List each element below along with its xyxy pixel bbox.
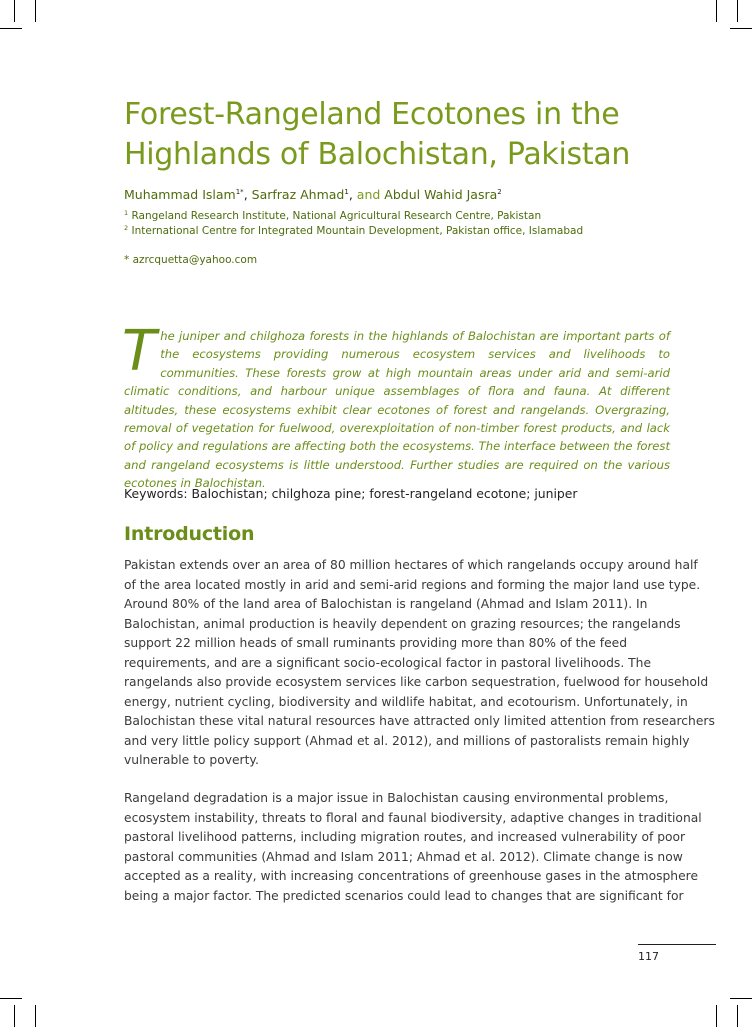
page-number: 117 (638, 950, 659, 963)
text-line: requirements, and are a significant socio-ecological factor in pastoral livelihoods. The (124, 655, 652, 670)
body-paragraph (124, 789, 702, 906)
corresponding-email: * azrcquetta@yahoo.com (124, 254, 258, 266)
body-paragraph (124, 556, 715, 771)
crop-mark (730, 28, 752, 29)
text-line: pastoral communities (Ahmad and Islam 2011; Ahmad et al. 2012). Climate change is now (124, 849, 683, 864)
footer-rule (638, 944, 716, 945)
affiliation-text: Rangeland Research Institute, National Agricultural Research Centre, Pakistan (131, 210, 542, 222)
text-line: being a major factor. The predicted scenarios could lead to changes that are significant for (124, 888, 684, 903)
abstract-text: he juniper and chilghoza forests in the highlands of Balochistan are important parts of the ecosystems providing numerous ecosystem services and livelihoods to communities. These forests grow at high mountain areas under arid and semi-arid climatic conditions, and harbour unique assemblages of flora and fauna. At different altitudes, these ecosystems exhibit clear ecotones of forest and rangelands. Overgrazing, removal of vegetation for fuelwood, overexploitation of non-timber forest products, and lack of policy and regulations are affecting both the ecosystems. The interface between the forest and rangeland ecosystems is little understood. Further studies are required on the various ecotones in Balochistan. (124, 329, 670, 491)
author-affil-marker: 1 (344, 188, 349, 196)
text-line: ecosystem instability, threats to floral and faunal biodiversity, adaptive changes in traditional (124, 810, 702, 825)
crop-mark (0, 998, 22, 999)
author-affil-marker: 1* (235, 188, 244, 196)
affiliation (124, 224, 583, 237)
drop-cap: T (122, 319, 157, 384)
affiliation-text: International Centre for Integrated Mountain Development, Pakistan office, Islamabad (131, 225, 584, 237)
text-line: accepted as a reality, with increasing concentrations of greenhouse gases in the atmosphere (124, 869, 699, 883)
text-line: Around 80% of the land area of Balochistan is rangeland (Ahmad and Islam 2011). In (124, 597, 648, 611)
text-line: support 22 million heads of small ruminants providing more than 80% of the feed (124, 636, 628, 650)
text-line: Rangeland degradation is a major issue in Balochistan causing environmental problems, (124, 791, 669, 805)
text-line: of the area located mostly in arid and semi-arid regions and forming the major land use type. (124, 577, 701, 592)
title-line-2: Highlands of Balochistan, Pakistan (124, 137, 631, 172)
keywords-label: Keywords: (124, 486, 188, 501)
author-name: Sarfraz Ahmad (251, 187, 345, 202)
crop-mark (737, 1005, 738, 1027)
section-heading: Introduction (124, 523, 255, 545)
keywords (124, 486, 578, 501)
abstract (122, 319, 670, 493)
title-line-1: Forest-Rangeland Ecotones in the (124, 97, 620, 132)
crop-mark (716, 1005, 717, 1027)
author-separator: , (348, 187, 357, 202)
paper-title (124, 95, 684, 175)
crop-mark (35, 0, 36, 22)
crop-mark (14, 1005, 15, 1027)
crop-mark (35, 1005, 36, 1027)
crop-mark (730, 998, 752, 999)
crop-mark (0, 28, 22, 29)
affiliation-number: 2 (124, 224, 129, 232)
text-line: and very little policy support (Ahmad et al. 2012), and millions of pastoralists remain highly (124, 733, 690, 748)
crop-mark (716, 0, 717, 22)
text-line: Pakistan extends over an area of 80 million hectares of which rangelands occupy around half (124, 558, 698, 572)
author-affil-marker: 2 (497, 188, 502, 196)
text-line: pastoral livelihood patterns, including migration routes, and increased vulnerability of poor (124, 830, 686, 844)
crop-mark (14, 0, 15, 22)
text-line: rangelands also provide ecosystem services like carbon sequestration, fuelwood for household (124, 675, 709, 689)
author-separator: , (243, 187, 252, 202)
author-list (124, 187, 502, 202)
text-line: energy, nutrient cycling, biodiversity and wildlife habitat, and ecotourism. Unfortunately, in (124, 694, 688, 709)
keywords-text: Balochistan; chilghoza pine; forest-rangeland ecotone; juniper (191, 486, 578, 501)
text-line: vulnerable to poverty. (124, 753, 259, 767)
author-name: Abdul Wahid Jasra (384, 187, 498, 202)
affiliation (124, 209, 541, 222)
affiliation-number: 1 (124, 209, 129, 217)
crop-mark (737, 0, 738, 22)
text-line: Balochistan these vital natural resources have attracted only limited attention from researchers (124, 714, 715, 728)
author-conjunction: and (356, 187, 381, 202)
text-line: Balochistan, animal production is heavily dependent on grazing resources; the rangelands (124, 616, 681, 631)
author-name: Muhammad Islam (124, 187, 236, 202)
